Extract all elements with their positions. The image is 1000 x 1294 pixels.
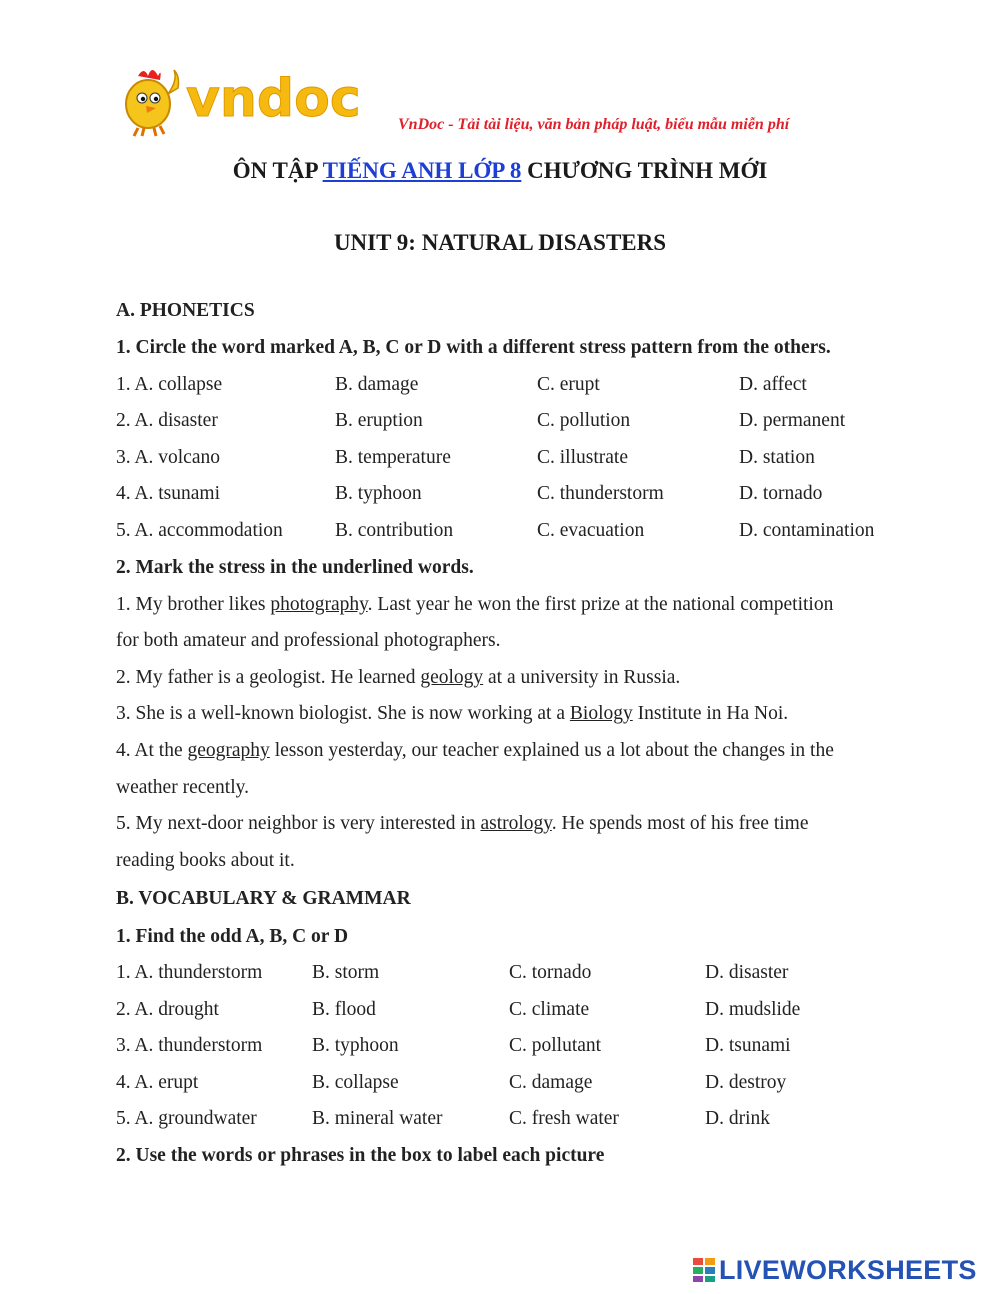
option-a: 2. A. disaster <box>116 410 218 431</box>
sentence-5-cont: reading books about it. <box>116 850 295 871</box>
option-a: 1. A. collapse <box>116 374 223 395</box>
option-d: D. mudslide <box>705 999 801 1020</box>
option-c: C. erupt <box>537 374 600 395</box>
liveworksheets-logo-icon <box>692 1257 716 1283</box>
option-d: D. contamination <box>739 520 875 541</box>
option-c: C. thunderstorm <box>537 483 664 504</box>
underlined-word: geology <box>420 667 484 688</box>
sentence-3: 3. She is a well-known biologist. She is now working at a Biology Institute in Ha Noi. <box>116 703 789 724</box>
ex2-instruction: 2. Mark the stress in the underlined words. <box>116 557 474 578</box>
option-b: B. storm <box>312 962 380 983</box>
option-c: C. illustrate <box>537 447 628 468</box>
underlined-word: Biology <box>569 703 633 724</box>
option-b: B. damage <box>335 374 419 395</box>
option-a: 5. A. groundwater <box>116 1108 257 1129</box>
sentence-4-cont: weather recently. <box>116 777 249 798</box>
sentence-4: 4. At the geography lesson yesterday, our teacher explained us a lot about the changes in the <box>116 740 834 761</box>
ex1-instruction: 1. Circle the word marked A, B, C or D with a different stress pattern from the others. <box>116 337 831 358</box>
option-c: C. damage <box>509 1072 593 1093</box>
option-c: C. evacuation <box>537 520 645 541</box>
option-a: 3. A. thunderstorm <box>116 1035 263 1056</box>
chicken-mascot-icon <box>118 58 398 138</box>
header-tagline: VnDoc - Tải tài liệu, văn bản pháp luật, biểu mẫu miễn phí <box>398 116 790 133</box>
svg-text:vndoc: vndoc <box>186 69 361 129</box>
option-c: C. tornado <box>509 962 592 983</box>
b-ex2-instruction: 2. Use the words or phrases in the box to label each picture <box>116 1145 605 1166</box>
option-a: 2. A. drought <box>116 999 219 1020</box>
option-a: 4. A. erupt <box>116 1072 199 1093</box>
option-b: B. contribution <box>335 520 454 541</box>
underlined-word: geography <box>187 740 270 761</box>
sentence-5: 5. My next-door neighbor is very interested in astrology. He spends most of his free time <box>116 813 809 834</box>
option-d: D. permanent <box>739 410 846 431</box>
page-title: ÔN TẬP TIẾNG ANH LỚP 8 CHƯƠNG TRÌNH MỚI <box>232 158 768 183</box>
option-d: D. disaster <box>705 962 789 983</box>
option-b: B. temperature <box>335 447 451 468</box>
option-d: D. destroy <box>705 1072 787 1093</box>
unit-title: UNIT 9: NATURAL DISASTERS <box>333 230 667 255</box>
option-b: B. collapse <box>312 1072 399 1093</box>
sentence-2: 2. My father is a geologist. He learned geology at a university in Russia. <box>116 667 681 688</box>
option-c: C. pollutant <box>509 1035 602 1056</box>
option-c: C. climate <box>509 999 590 1020</box>
section-a-heading: A. PHONETICS <box>116 300 255 321</box>
liveworksheets-watermark <box>692 1256 977 1284</box>
option-c: C. fresh water <box>509 1108 619 1129</box>
option-b: B. typhoon <box>335 483 422 504</box>
option-d: D. tornado <box>739 483 823 504</box>
option-b: B. eruption <box>335 410 423 431</box>
option-a: 1. A. thunderstorm <box>116 962 263 983</box>
option-a: 3. A. volcano <box>116 447 220 468</box>
option-d: D. station <box>739 447 815 468</box>
option-a: 4. A. tsunami <box>116 483 221 504</box>
option-b: B. flood <box>312 999 376 1020</box>
option-a: 5. A. accommodation <box>116 520 283 541</box>
option-d: D. drink <box>705 1108 770 1129</box>
section-b-heading: B. VOCABULARY & GRAMMAR <box>116 888 411 909</box>
sentence-1: 1. My brother likes photography. Last year he won the first prize at the national competition <box>116 594 834 615</box>
underlined-word: photography <box>270 594 368 615</box>
option-c: C. pollution <box>537 410 631 431</box>
sentence-1-cont: for both amateur and professional photographers. <box>116 630 501 651</box>
liveworksheets-brand: LIVEWORKSHEETS <box>719 1254 977 1285</box>
underlined-word: astrology <box>480 813 552 834</box>
option-d: D. affect <box>739 374 807 395</box>
b-ex1-instruction: 1. Find the odd A, B, C or D <box>116 926 349 947</box>
vndoc-logo <box>118 58 398 138</box>
title-link[interactable]: TIẾNG ANH LỚP 8 <box>322 158 522 183</box>
option-b: B. mineral water <box>312 1108 443 1129</box>
option-d: D. tsunami <box>705 1035 791 1056</box>
option-b: B. typhoon <box>312 1035 399 1056</box>
